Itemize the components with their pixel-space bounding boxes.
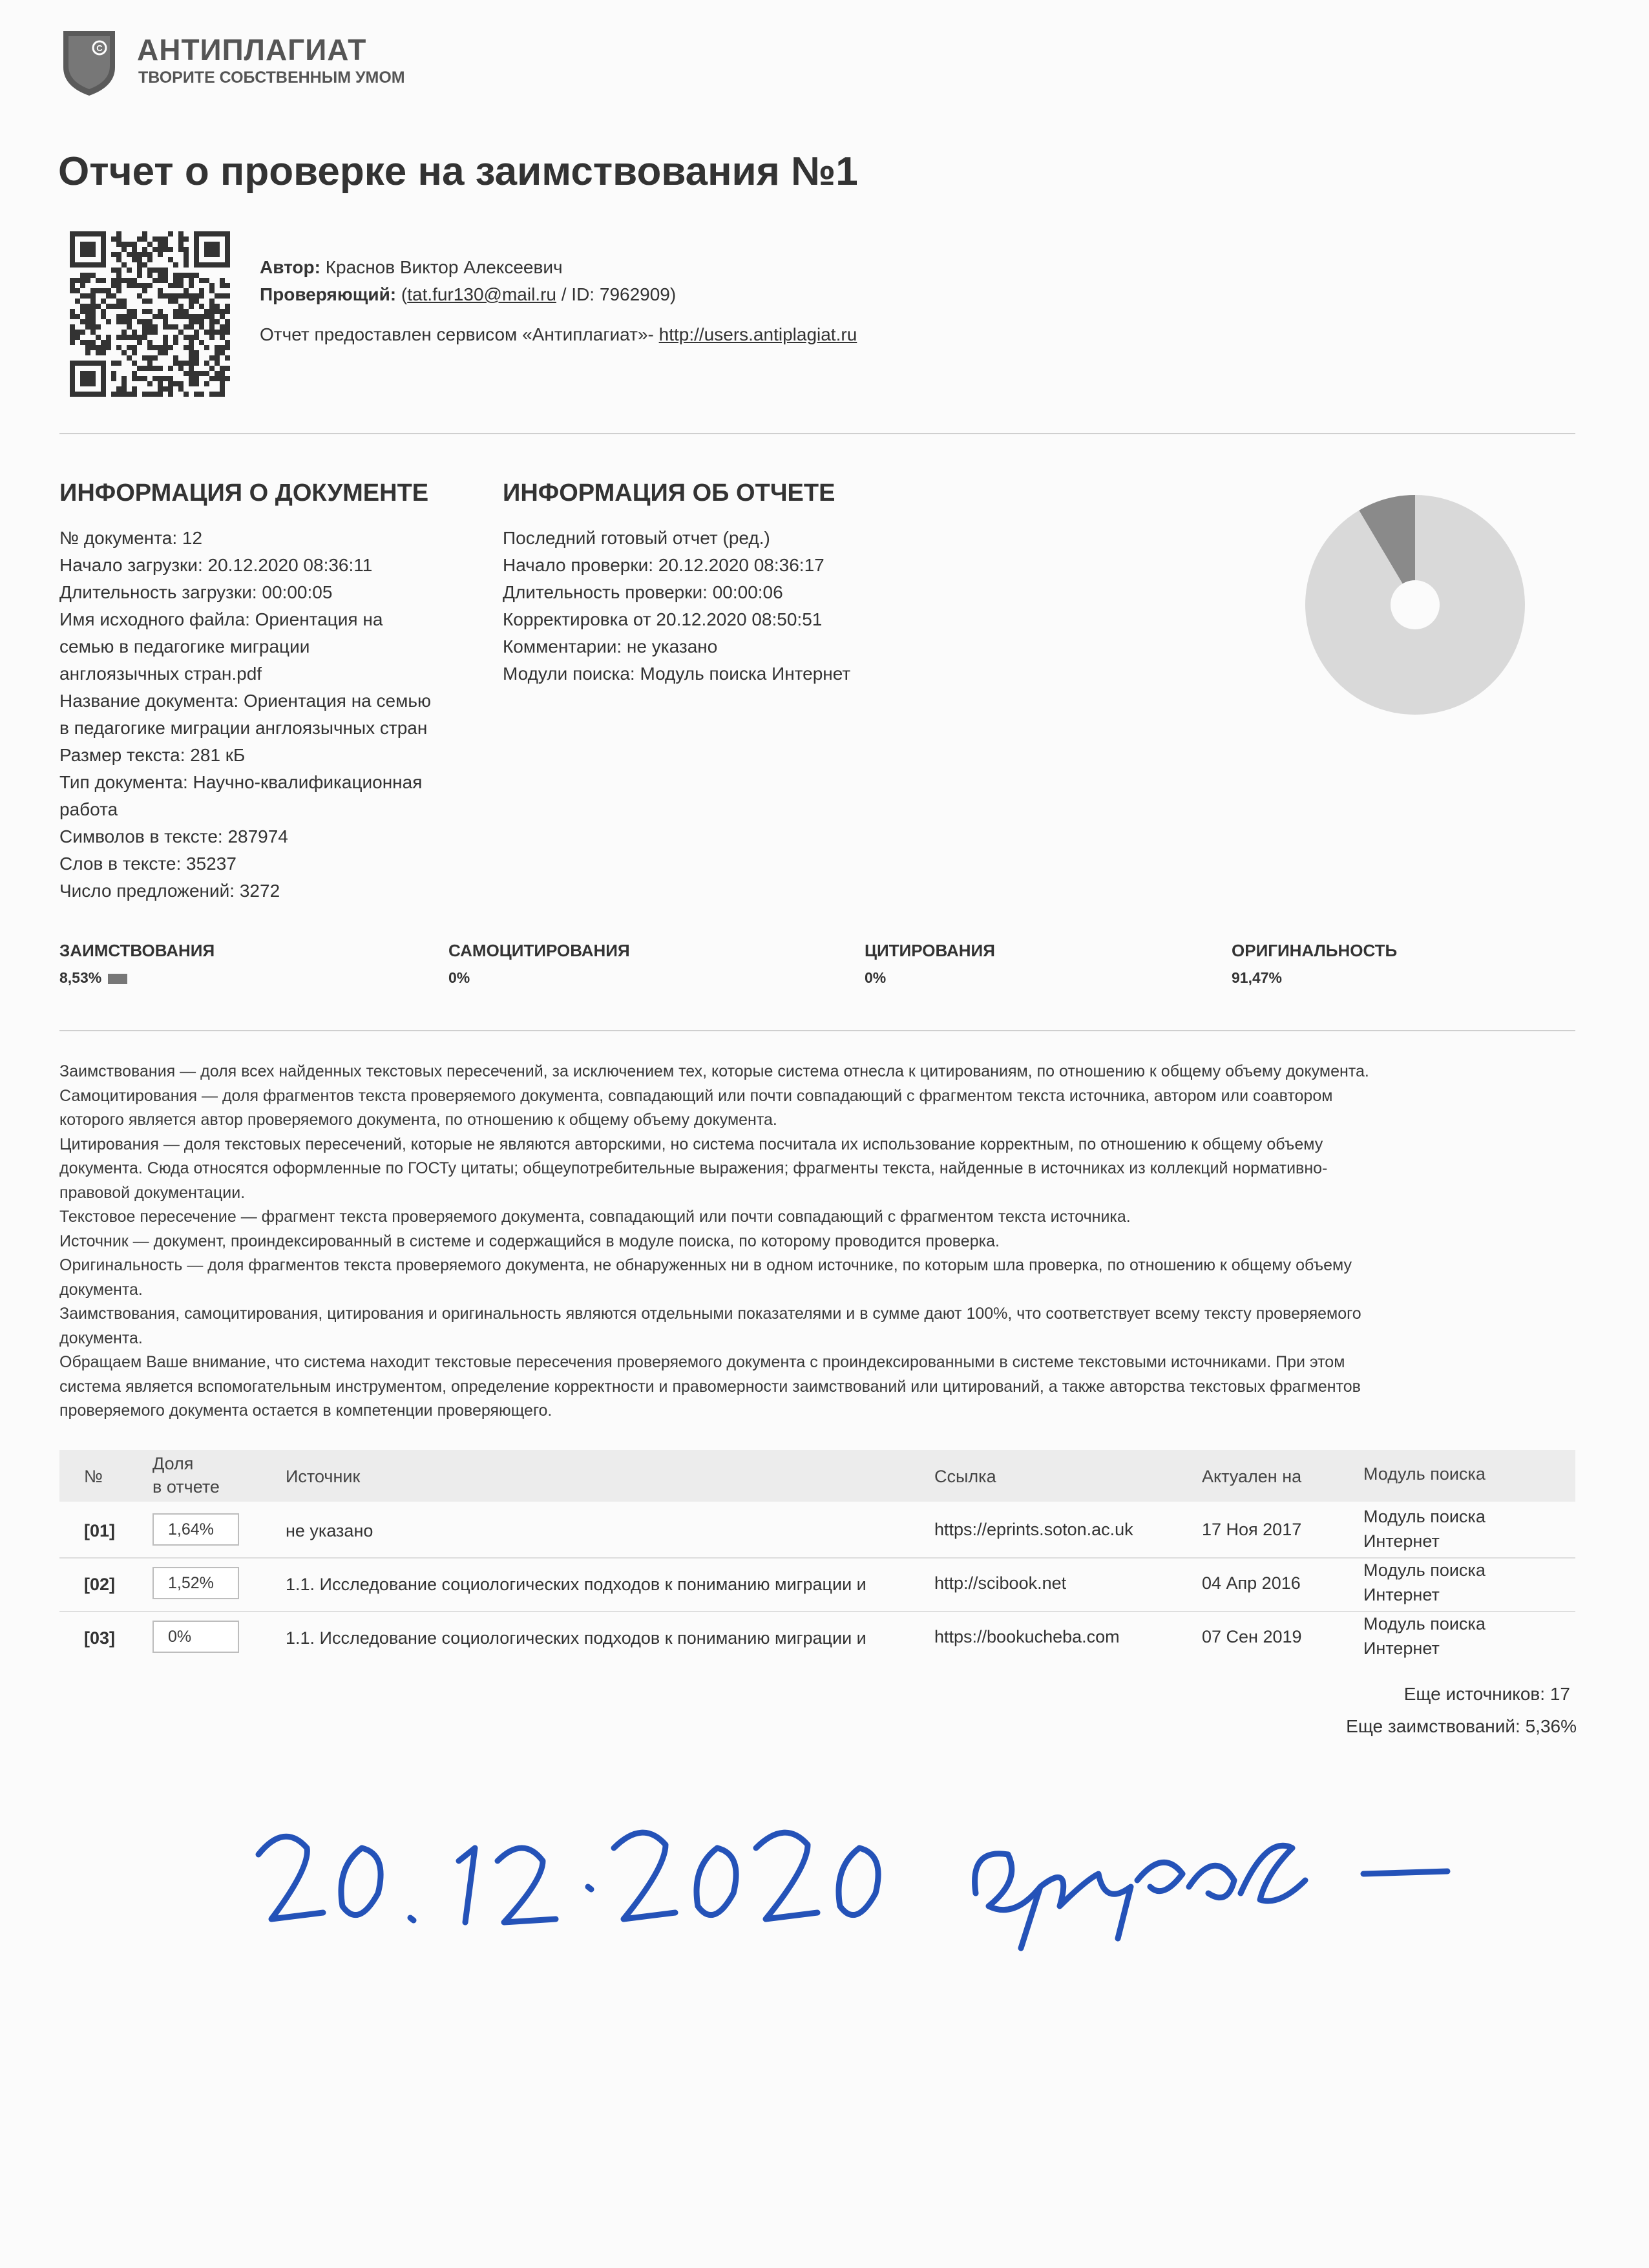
- divider: [59, 433, 1575, 434]
- more-borrowings: Еще заимствований: 5,36%: [1346, 1716, 1577, 1736]
- doc-info-line: Тип документа: Научно-квалификационная: [59, 772, 423, 792]
- doc-info-line: семью в педагогике миграции: [59, 636, 310, 656]
- report-info-list: [503, 525, 850, 688]
- row-num: [01]: [84, 1521, 116, 1540]
- borrowings-label: ЗАИМСТВОВАНИЯ: [59, 941, 215, 960]
- brand-name: АНТИПЛАГИАТ: [137, 33, 367, 67]
- doc-info-line: Имя исходного файла: Ориентация на: [59, 609, 383, 629]
- row-share: 0%: [152, 1621, 239, 1653]
- row-module-2: Интернет: [1363, 1639, 1440, 1658]
- row-divider: [59, 1611, 1575, 1612]
- doc-info-line: Символов в тексте: 287974: [59, 826, 288, 846]
- row-share: 1,64%: [152, 1513, 239, 1546]
- doc-info-list: [59, 525, 431, 905]
- col-module: Модуль поиска: [1363, 1464, 1486, 1484]
- col-share-1: Доля: [152, 1454, 194, 1473]
- doc-info-line: Длительность загрузки: 00:00:05: [59, 582, 333, 602]
- row-num: [02]: [84, 1575, 116, 1594]
- definition-line: Заимствования — доля всех найденных текстовых пересечений, за исключением тех, которые система отнесла к цитированиям, по отношению к общему объему документа.: [59, 1062, 1369, 1080]
- reviewer-id: / ID: 7962909): [556, 284, 677, 304]
- row-share: 1,52%: [152, 1567, 239, 1599]
- definition-line: проверяемого документа остается в компетенции проверяющего.: [59, 1402, 552, 1420]
- definition-line: Заимствования, самоцитирования, цитирования и оригинальность являются отдельными показателями и в сумме дают 100%, что соответствует всему тексту проверяемого: [59, 1305, 1361, 1323]
- doc-info-line: № документа: 12: [59, 528, 203, 548]
- reviewer-open: (: [401, 284, 408, 304]
- row-module-1: Модуль поиска: [1363, 1560, 1486, 1580]
- reviewer-label: Проверяющий:: [260, 284, 397, 304]
- shield-copyright-icon: [59, 27, 119, 98]
- col-link: Ссылка: [934, 1467, 996, 1486]
- report-info-line: Комментарии: не указано: [503, 636, 718, 656]
- cite-value: 0%: [865, 969, 887, 986]
- qr-code-icon: [70, 231, 230, 397]
- report-info-line: Корректировка от 20.12.2020 08:50:51: [503, 609, 823, 629]
- row-link[interactable]: https://bookucheba.com: [934, 1627, 1120, 1646]
- report-title: Отчет о проверке на заимствования №1: [58, 149, 858, 194]
- selfcite-label: САМОЦИТИРОВАНИЯ: [448, 941, 630, 960]
- brand-tagline: ТВОРИТЕ СОБСТВЕННЫМ УМОМ: [138, 68, 405, 87]
- selfcite-value: 0%: [448, 969, 470, 986]
- row-link[interactable]: http://scibook.net: [934, 1573, 1067, 1593]
- definition-line: Обращаем Ваше внимание, что система находит текстовые пересечения проверяемого документа с проиндексированными в системе текстовыми источниками. При этом: [59, 1353, 1345, 1371]
- definition-line: документа.: [59, 1328, 143, 1347]
- provided-text: Отчет предоставлен сервисом «Антиплагиат»-: [260, 324, 659, 344]
- row-module-1: Модуль поиска: [1363, 1507, 1486, 1526]
- definition-line: которого является автор проверяемого документа, по отношению к общему объему документа.: [59, 1111, 777, 1129]
- report-info-heading: ИНФОРМАЦИЯ ОБ ОТЧЕТЕ: [503, 479, 835, 507]
- reviewer-email-link[interactable]: tat.fur130@mail.ru: [407, 284, 556, 304]
- provided-line: [260, 324, 857, 345]
- originality-label: ОРИГИНАЛЬНОСТЬ: [1232, 941, 1398, 960]
- borrowings-bar: [108, 974, 127, 984]
- service-link[interactable]: http://users.antiplagiat.ru: [658, 324, 857, 344]
- handwritten-date-and-signature: [246, 1809, 1538, 1951]
- definition-line: Оригинальность — доля фрагментов текста проверяемого документа, не обнаруженных ни в одном источнике, по которым шла проверка, по отношению к общему объему: [59, 1256, 1352, 1274]
- definition-line: система является вспомогательным инструментом, определение корректности и правомерности заимствований или цитирований, а также авторства текстовых фрагментов: [59, 1377, 1361, 1396]
- pie-hole: [1391, 580, 1440, 629]
- definition-line: правовой документации.: [59, 1183, 246, 1202]
- definition-line: Цитирования — доля текстовых пересечений, которые не являются авторскими, но система посчитала их использование корректным, по отношению к общему объему: [59, 1135, 1323, 1153]
- reviewer-line: [260, 284, 676, 305]
- doc-info-line: в педагогике миграции англоязычных стран: [59, 718, 428, 738]
- row-divider: [59, 1557, 1575, 1559]
- divider: [59, 1030, 1575, 1031]
- more-sources: Еще источников: 17: [1403, 1684, 1570, 1704]
- report-info-line: Модули поиска: Модуль поиска Интернет: [503, 664, 851, 684]
- report-info-line: Длительность проверки: 00:00:06: [503, 582, 783, 602]
- row-module-1: Модуль поиска: [1363, 1614, 1486, 1633]
- definitions-block: [59, 1060, 1578, 1423]
- cite-label: ЦИТИРОВАНИЯ: [865, 941, 995, 960]
- borrowings-value: 8,53%: [59, 969, 102, 986]
- row-actual: 17 Ноя 2017: [1202, 1520, 1302, 1539]
- author-value: Краснов Виктор Алексеевич: [325, 257, 563, 277]
- definition-line: документа. Сюда относятся оформленные по ГОСТу цитаты; общеупотребительные выражения; фрагменты текста, найденные в источниках из коллекций нормативно-: [59, 1159, 1328, 1177]
- doc-info-line: работа: [59, 799, 118, 819]
- row-source[interactable]: не указано: [286, 1521, 373, 1540]
- doc-info-heading: ИНФОРМАЦИЯ О ДОКУМЕНТЕ: [59, 479, 429, 507]
- row-actual: 07 Сен 2019: [1202, 1627, 1302, 1646]
- originality-pie-chart: [1286, 476, 1544, 734]
- definition-line: документа.: [59, 1280, 143, 1299]
- report-info-line: Последний готовый отчет (ред.): [503, 528, 770, 548]
- definition-line: Текстовое пересечение — фрагмент текста проверяемого документа, совпадающий или почти совпадающий с фрагментом текста источника.: [59, 1208, 1131, 1226]
- doc-info-line: Слов в тексте: 35237: [59, 854, 236, 874]
- borrowings-metric: [59, 969, 127, 987]
- col-num: №: [84, 1467, 103, 1486]
- col-source: Источник: [286, 1467, 361, 1486]
- originality-value: 91,47%: [1232, 969, 1283, 986]
- col-actual: Актуален на: [1202, 1467, 1302, 1486]
- report-info-line: Начало проверки: 20.12.2020 08:36:17: [503, 555, 824, 575]
- row-module-2: Интернет: [1363, 1585, 1440, 1604]
- definition-line: Самоцитирования — доля фрагментов текста проверяемого документа, совпадающий или почти совпадающий с фрагментом текста источника, автором или соавтором: [59, 1086, 1333, 1105]
- row-source[interactable]: 1.1. Исследование социологических подходов к пониманию миграции и: [286, 1628, 867, 1648]
- doc-info-line: Название документа: Ориентация на семью: [59, 691, 431, 711]
- author-line: [260, 257, 563, 278]
- svg-text:C: C: [96, 43, 103, 53]
- doc-info-line: Начало загрузки: 20.12.2020 08:36:11: [59, 555, 373, 575]
- doc-info-line: Число предложений: 3272: [59, 881, 280, 901]
- row-num: [03]: [84, 1628, 116, 1648]
- doc-info-line: Размер текста: 281 кБ: [59, 745, 246, 765]
- row-actual: 04 Апр 2016: [1202, 1573, 1301, 1593]
- row-link[interactable]: https://eprints.soton.ac.uk: [934, 1520, 1133, 1539]
- author-label: Автор:: [260, 257, 320, 277]
- definition-line: Источник — документ, проиндексированный в системе и содержащийся в модуле поиска, по которому проводится проверка.: [59, 1232, 1000, 1250]
- row-source[interactable]: 1.1. Исследование социологических подходов к пониманию миграции и: [286, 1575, 867, 1594]
- doc-info-line: англоязычных стран.pdf: [59, 664, 262, 684]
- col-share-2: в отчете: [152, 1477, 220, 1496]
- row-module-2: Интернет: [1363, 1531, 1440, 1551]
